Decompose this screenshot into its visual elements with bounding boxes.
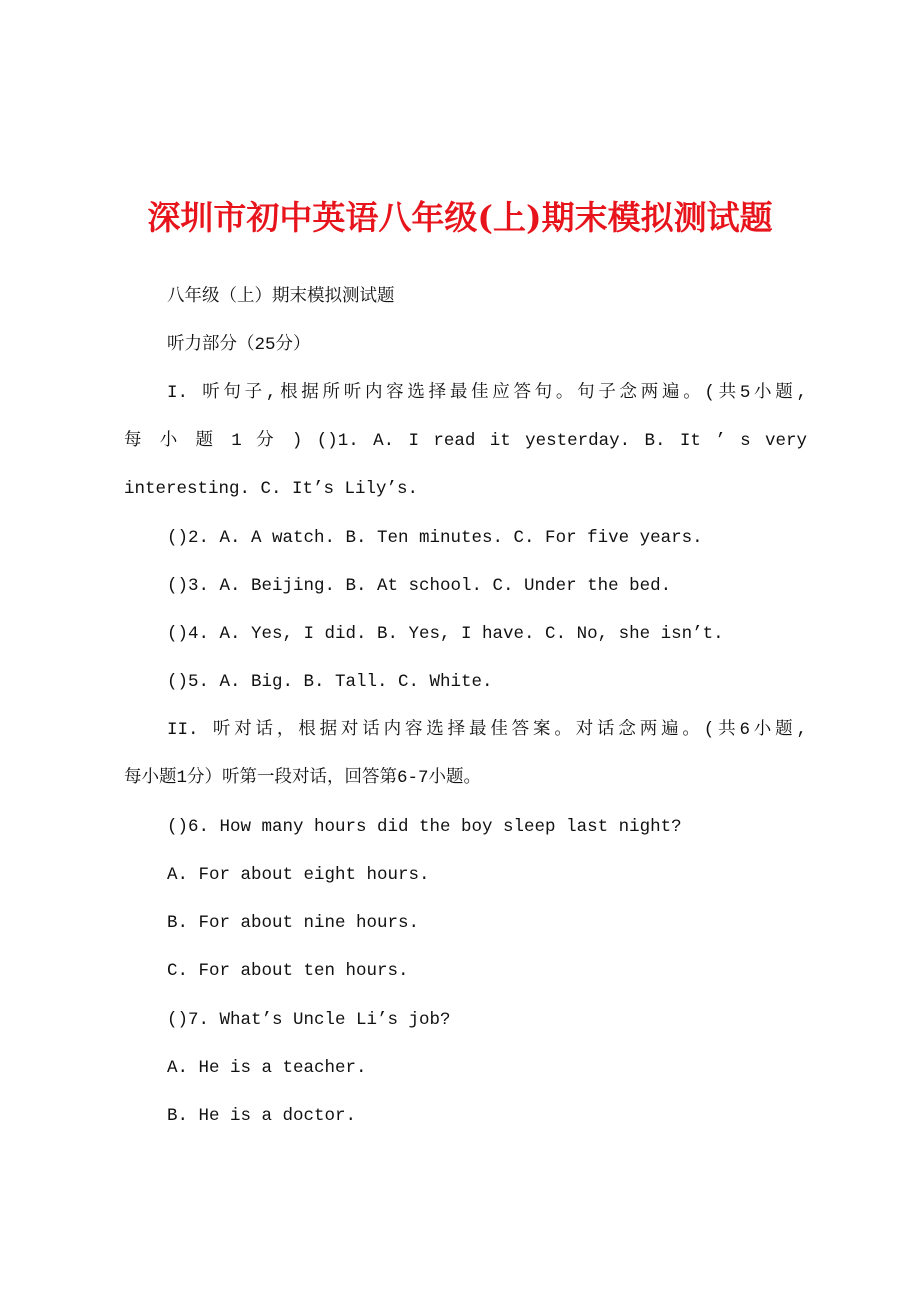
question-7-option-a: A. He is a teacher. (167, 1058, 367, 1078)
question-5: ()5. A. Big. B. Tall. C. White. (167, 672, 493, 692)
question-1-line: 每 小 题 1 分 ) ()1. A. I read it yesterday. B. It ’ s very (124, 431, 807, 451)
section-2-instructions-continued: 每小题1分）听第一段对话，回答第6-7小题。 (124, 768, 482, 788)
question-2: ()2. A. A watch. B. Ten minutes. C. For five years. (167, 528, 703, 548)
document-title: 深圳市初中英语八年级(上)期末模拟测试题 (147, 198, 773, 237)
question-1-continued: interesting. C. It’s Lily’s. (124, 479, 419, 499)
question-3: ()3. A. Beijing. B. At school. C. Under the bed. (167, 576, 672, 596)
question-4: ()4. A. Yes, I did. B. Yes, I have. C. No, she isn’t. (167, 624, 724, 644)
subtitle: 八年级（上）期末模拟测试题 (167, 287, 395, 307)
section-heading-listening: 听力部分（25分） (167, 335, 311, 355)
section-1-instructions: I. 听句子,根据所听内容选择最佳应答句。句子念两遍。(共5小题, (167, 383, 807, 403)
question-6: ()6. How many hours did the boy sleep last night? (167, 817, 682, 837)
question-6-option-a: A. For about eight hours. (167, 865, 430, 885)
question-6-option-c: C. For about ten hours. (167, 961, 409, 981)
question-7-option-b: B. He is a doctor. (167, 1106, 357, 1126)
question-7: ()7. What’s Uncle Li’s job? (167, 1010, 451, 1030)
question-6-option-b: B. For about nine hours. (167, 913, 420, 933)
section-2-instructions: II. 听对话，根据对话内容选择最佳答案。对话念两遍。(共6小题, (167, 720, 807, 740)
